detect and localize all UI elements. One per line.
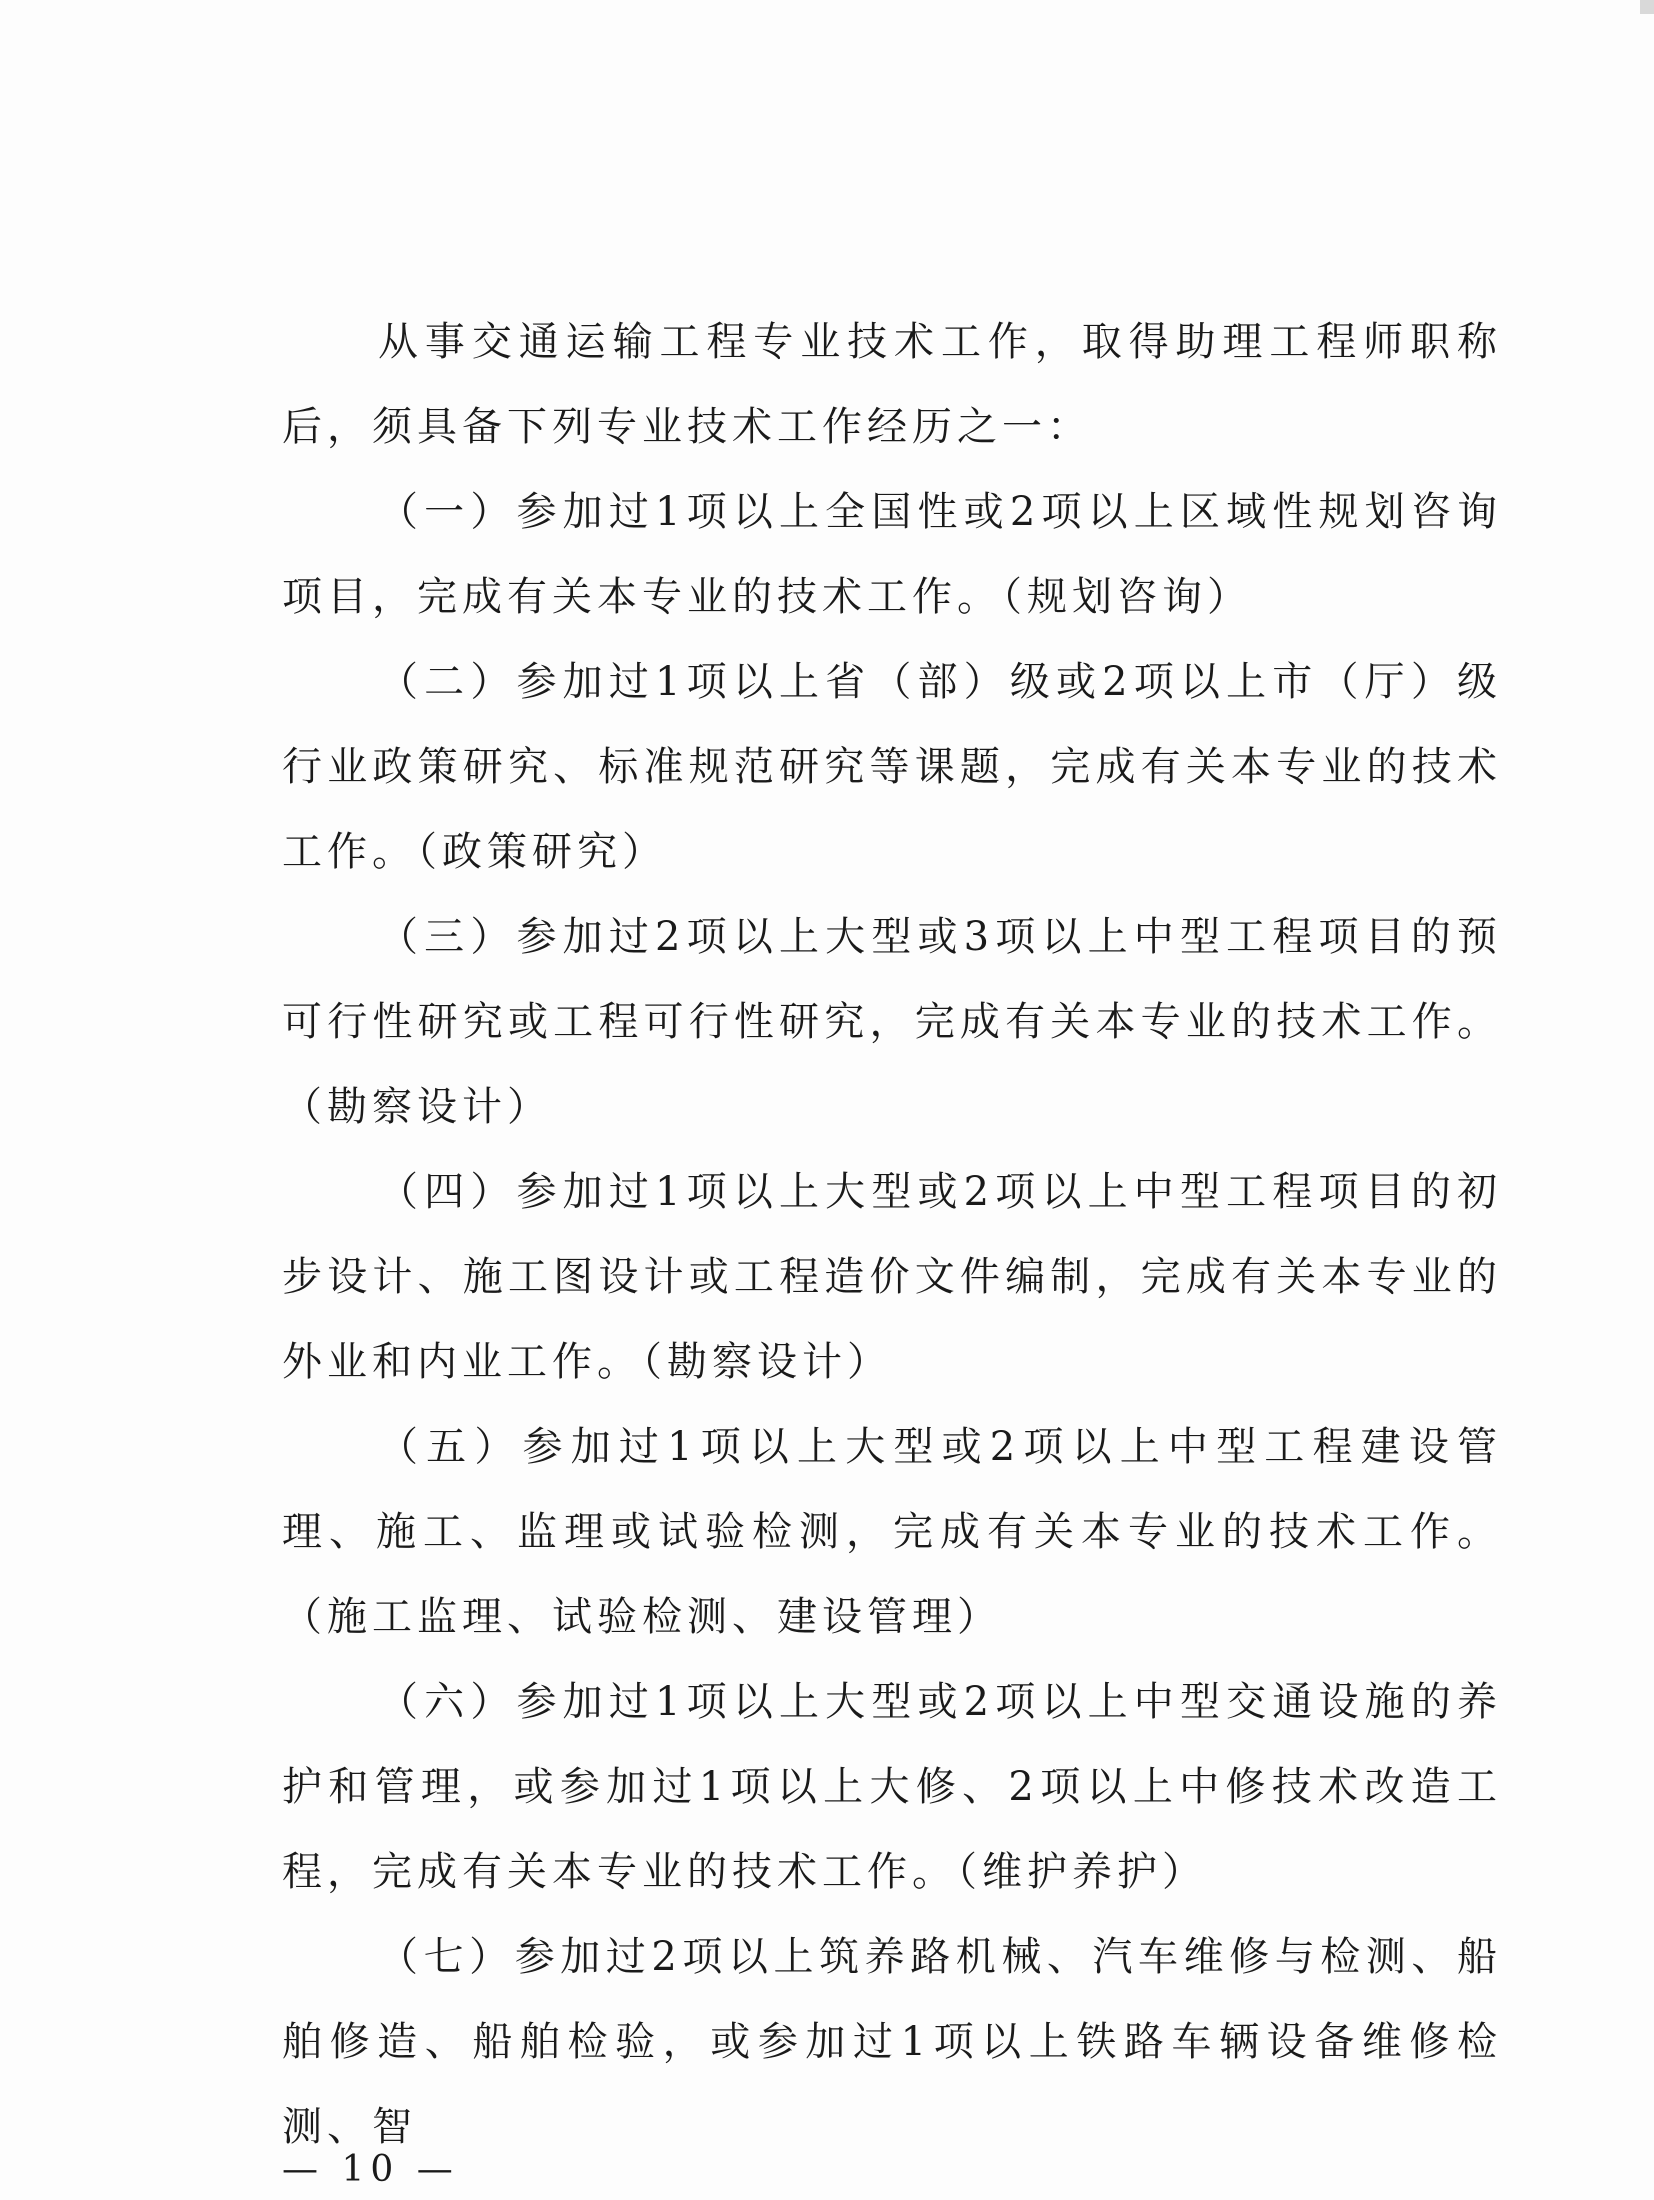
document-body <box>282 300 1502 2170</box>
item-2-policy-research: （二）参加过1项以上省（部）级或2项以上市（厅）级行业政策研究、标准规范研究等课题，完成有关本专业的技术工作。（政策研究） <box>282 659 1502 875</box>
item-5-construction-management: （五）参加过1项以上大型或2项以上中型工程建设管理、施工、监理或试验检测，完成有关本专业的技术工作。（施工监理、试验检测、建设管理） <box>282 1424 1502 1640</box>
scan-edge-mark <box>1640 0 1654 14</box>
page-number: — 10 — <box>282 2149 459 2190</box>
item-6-maintenance: （六）参加过1项以上大型或2项以上中型交通设施的养护和管理，或参加过1项以上大修、2项以上中修技术改造工程，完成有关本专业的技术工作。（维护养护） <box>282 1679 1502 1895</box>
item-4-design: （四）参加过1项以上大型或2项以上中型工程项目的初步设计、施工图设计或工程造价文件编制，完成有关本专业的外业和内业工作。（勘察设计） <box>282 1169 1502 1385</box>
intro-paragraph: 从事交通运输工程专业技术工作，取得助理工程师职称后，须具备下列专业技术工作经历之一： <box>282 319 1502 450</box>
item-1-planning-consulting: （一）参加过1项以上全国性或2项以上区域性规划咨询项目，完成有关本专业的技术工作。（规划咨询） <box>282 489 1502 620</box>
item-7-machinery-repair: （七）参加过2项以上筑养路机械、汽车维修与检测、船舶修造、船舶检验，或参加过1项以上铁路车辆设备维修检测、智 <box>282 1934 1502 2150</box>
item-3-feasibility-study: （三）参加过2项以上大型或3项以上中型工程项目的预可行性研究或工程可行性研究，完成有关本专业的技术工作。（勘察设计） <box>282 914 1502 1130</box>
